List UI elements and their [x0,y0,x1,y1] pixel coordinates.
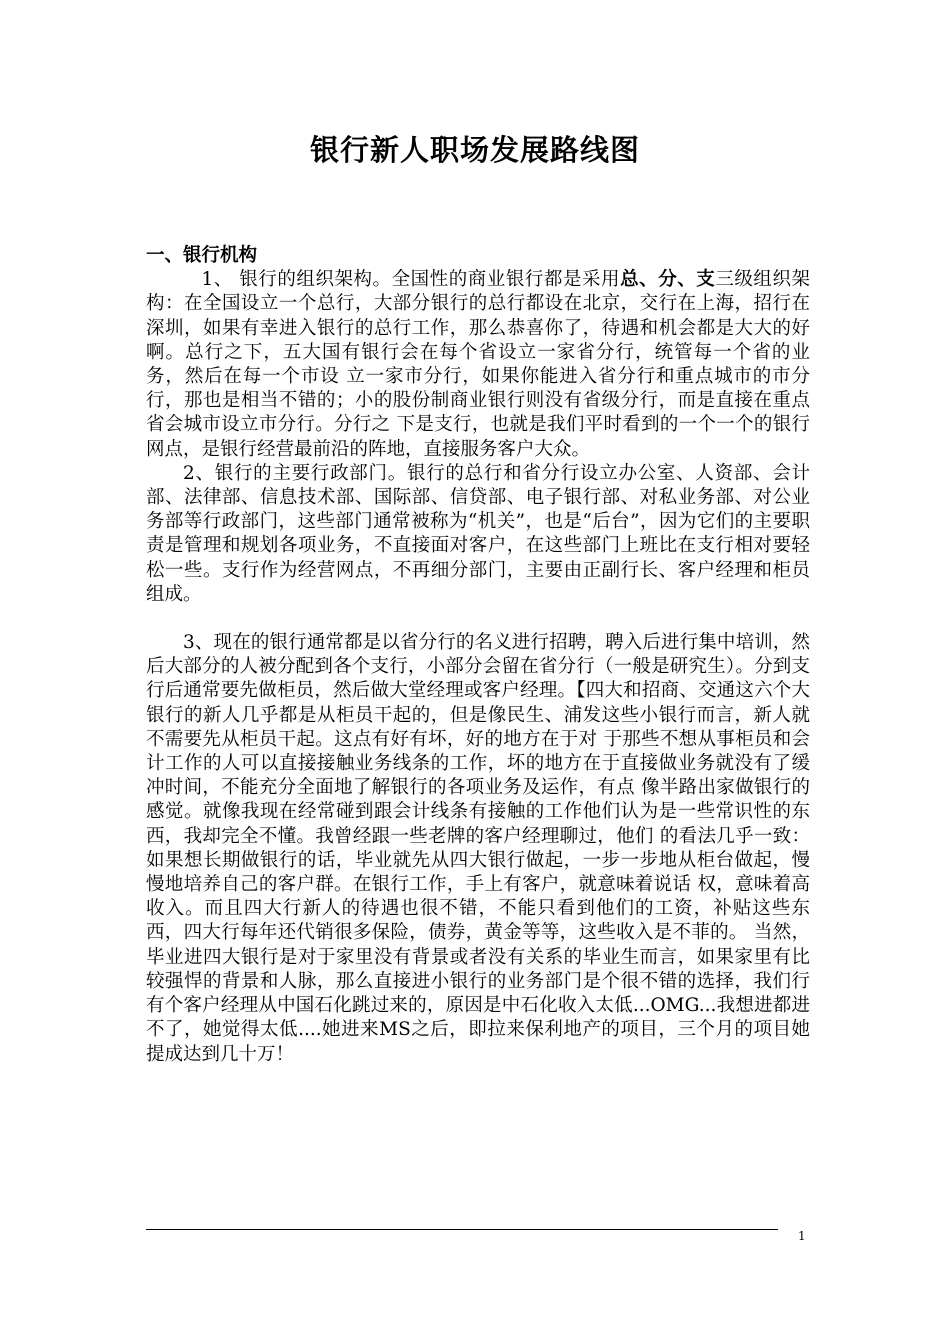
paragraph-organization-suffix: 三级组织架构：在全国设立一个总行，大部分银行的总行都设在北京，交行在上海，招行在深圳，如果有幸进入银行的总行工作，那么恭喜你了，待遇和机会都是大大的好啊。总行之下，五大国有银行会在每个省设立一家省分行，统管每一个省的业务，然后在每一个市设 立一家市分行，如果你能进入省分行和重点城市的市分行，那也是相当不错的；小的股份制商业银行则没有省级分行，而是直接在重点省会城市设立市分行。分行之 下是支行，也就是我们平时看到的一个一个的银行网点，是银行经营最前沿的阵地，直接服务客户大众。 [146,269,810,460]
paragraph-organization-prefix: 1、 银行的组织架构。全国性的商业银行都是采用 [201,269,621,291]
document-body [146,244,810,1067]
document-title: 银行新人职场发展路线图 [309,133,640,167]
paragraph-departments: 2、银行的主要行政部门。银行的总行和省分行设立办公室、人资部、会计部、法律部、信息技术部、国际部、信贷部、电子银行部、对私业务部、对公业务部等行政部门，这些部门通常被称为“机关”，也是“后台”，因为它们的主要职责是管理和规划各项业务，不直接面对客户，在这些部门上班比在支行相对要轻松一些。支行作为经营网点，不再细分部门，主要由正副行长、客户经理和柜员组成。 [146,462,810,605]
paragraph-organization [146,268,810,462]
paragraph-organization-bold: 总、分、支 [620,269,716,291]
section-heading: 一、银行机构 [146,245,258,266]
paragraph-spacer [146,607,810,631]
page-number: 1 [798,1229,806,1243]
paragraph-recruitment: 3、现在的银行通常都是以省分行的名义进行招聘，聘入后进行集中培训，然后大部分的人被分配到各个支行，小部分会留在省分行（一般是研究生）。分到支行后通常要先做柜员，然后做大堂经理或客户经理。【四大和招商、交通这六个大银行的新人几乎都是从柜员干起的，但是像民生、浦发这些小银行而言，新人就不需要先从柜员干起。这点有好有坏，好的地方在于对 于那些不想从事柜员和会计工作的人可以直接接触业务线条的工作，坏的地方在于直接做业务就没有了缓冲时间，不能充分全面地了解银行的各项业务及运作，有点 像半路出家做银行的感觉。就像我现在经常碰到跟会计线条有接触的工作他们认为是一些常识性的东西，我却完全不懂。我曾经跟一些老牌的客户经理聊过，他们 的看法几乎一致：如果想长期做银行的话，毕业就先从四大银行做起，一步一步地从柜台做起，慢慢地培养自己的客户群。在银行工作，手上有客户，就意味着说话 权，意味着高收入。而且四大行新人的待遇也很不错，不能只看到他们的工资，补贴这些东西，四大行每年还代销很多保险，债券，黄金等等，这些收入是不菲的。 当然，毕业进四大银行是对于家里没有背景或者没有关系的毕业生而言，如果家里有比较强悍的背景和人脉，那么直接进小银行的业务部门是个很不错的选择，我们行有个客户经理从中国石化跳过来的，原因是中石化收入太低...OMG...我想进都进不了，她觉得太低....她进来MS之后，即拉来保利地产的项目，三个月的项目她提成达到几十万！ [146,632,810,1065]
footer-divider [146,1229,778,1230]
